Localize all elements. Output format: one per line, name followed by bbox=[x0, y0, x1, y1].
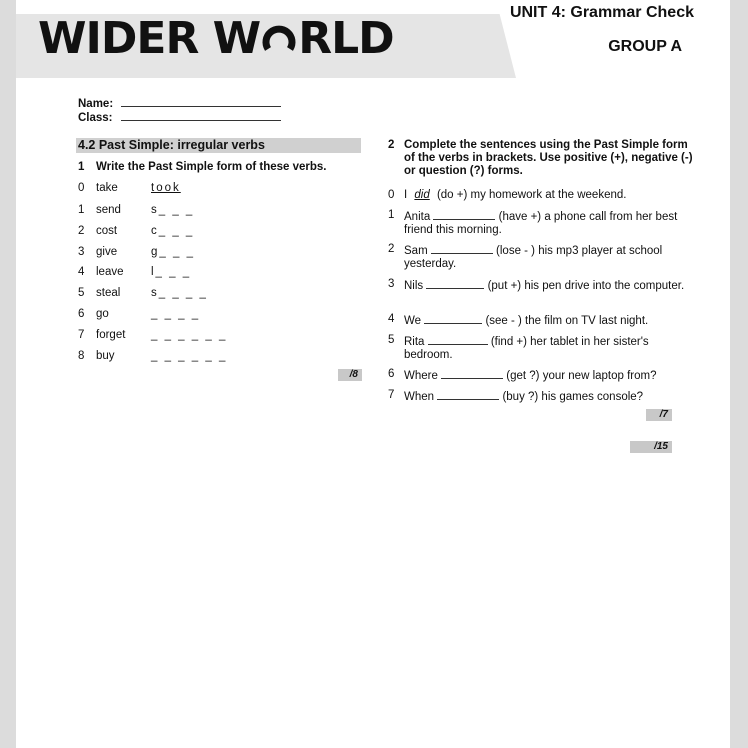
total-score: /15 bbox=[630, 441, 672, 453]
wider-world-logo: WIDER W RLD bbox=[38, 13, 394, 64]
section-heading: 4.2 Past Simple: irregular verbs bbox=[76, 138, 361, 153]
verb-answer[interactable]: _ _ _ _ _ _ bbox=[151, 350, 228, 362]
exercise1-score: /8 bbox=[338, 369, 362, 381]
example-answer: did bbox=[414, 189, 430, 201]
exercise2-score: /7 bbox=[646, 409, 672, 421]
item-number: 0 bbox=[388, 189, 395, 201]
sentence-rest: (see - ) the film on TV last night. bbox=[482, 315, 649, 327]
group-label: GROUP A bbox=[608, 38, 682, 55]
sentence-item bbox=[388, 278, 688, 293]
logo-o-icon bbox=[260, 22, 298, 60]
verb-answer[interactable]: s_ _ _ bbox=[151, 204, 195, 216]
sentence-rest: (lose - ) his mp3 player at school yesterday. bbox=[404, 245, 663, 270]
answer-blank[interactable] bbox=[428, 334, 488, 345]
sentence-subject: I bbox=[404, 189, 411, 201]
item-number: 0 bbox=[78, 182, 85, 194]
verb-item bbox=[78, 266, 191, 278]
answer-blank[interactable] bbox=[424, 313, 482, 324]
sentence-text bbox=[404, 389, 688, 404]
answer-blank[interactable] bbox=[431, 243, 493, 254]
verb-base-form: go bbox=[96, 308, 109, 320]
sentence-subject: We bbox=[404, 315, 425, 327]
verb-base-form: give bbox=[96, 246, 118, 258]
verb-base-form: buy bbox=[96, 350, 115, 362]
verb-item bbox=[78, 225, 194, 237]
unit-title: UNIT 4: Grammar Check bbox=[509, 4, 694, 21]
item-number: 3 bbox=[78, 246, 85, 258]
item-number: 7 bbox=[78, 329, 85, 341]
sentence-text bbox=[404, 334, 688, 362]
verb-base-form: cost bbox=[96, 225, 118, 237]
verb-item bbox=[78, 287, 208, 299]
verb-item bbox=[78, 329, 227, 341]
sentence-rest: (get ?) your new laptop from? bbox=[503, 370, 657, 382]
item-number: 7 bbox=[388, 389, 395, 401]
name-blank[interactable] bbox=[121, 96, 281, 107]
verb-base-form: send bbox=[96, 204, 121, 216]
item-number: 8 bbox=[78, 350, 85, 362]
sentence-item bbox=[388, 313, 688, 328]
sentence-item bbox=[388, 209, 688, 237]
sentence-text bbox=[404, 243, 688, 271]
verb-answer[interactable]: l_ _ _ bbox=[151, 266, 192, 278]
verb-base-form: forget bbox=[96, 329, 126, 341]
answer-blank[interactable] bbox=[441, 368, 503, 379]
item-number: 5 bbox=[78, 287, 85, 299]
verb-item bbox=[78, 246, 195, 258]
verb-item bbox=[78, 182, 181, 194]
sentence-subject: Where bbox=[404, 370, 442, 382]
item-number: 4 bbox=[388, 313, 395, 325]
sentence-rest: (do +) my homework at the weekend. bbox=[433, 189, 627, 201]
verb-item bbox=[78, 308, 200, 320]
sentence-subject: Sam bbox=[404, 245, 431, 257]
item-number: 4 bbox=[78, 266, 85, 278]
sentence-text bbox=[404, 313, 688, 328]
sentence-subject: Nils bbox=[404, 280, 427, 292]
exercise2-instruction: 2 Complete the sentences using the Past Simple form of the verbs in brackets. Use positive (+), negative (-) or question (?) forms. bbox=[388, 139, 693, 177]
verb-answer: took bbox=[151, 182, 181, 194]
sentence-rest: (put +) his pen drive into the computer. bbox=[484, 280, 685, 292]
worksheet-page bbox=[16, 0, 730, 748]
verb-answer[interactable]: _ _ _ _ bbox=[151, 308, 201, 320]
sentence-subject: When bbox=[404, 391, 438, 403]
verb-answer[interactable]: s_ _ _ _ bbox=[151, 287, 208, 299]
item-number: 6 bbox=[78, 308, 85, 320]
sentence-text bbox=[404, 189, 688, 202]
item-number: 1 bbox=[388, 209, 395, 221]
verb-base-form: leave bbox=[96, 266, 124, 278]
sentence-item bbox=[388, 334, 688, 362]
verb-answer[interactable]: _ _ _ _ _ _ bbox=[151, 329, 228, 341]
sentence-subject: Rita bbox=[404, 336, 428, 348]
sentence-item bbox=[388, 368, 688, 383]
verb-base-form: take bbox=[96, 182, 118, 194]
item-number: 1 bbox=[78, 204, 85, 216]
sentence-rest: (have +) a phone call from her best friend this morning. bbox=[404, 211, 678, 236]
class-field: Class: bbox=[78, 110, 281, 124]
item-number: 2 bbox=[388, 243, 395, 255]
sentence-text bbox=[404, 209, 688, 237]
sentence-rest: (buy ?) his games console? bbox=[499, 391, 644, 403]
item-number: 6 bbox=[388, 368, 395, 380]
sentence-item bbox=[388, 389, 688, 404]
item-number: 5 bbox=[388, 334, 395, 346]
item-number: 2 bbox=[78, 225, 85, 237]
exercise1-instruction: 1 Write the Past Simple form of these verbs. bbox=[78, 161, 327, 173]
sentence-subject: Anita bbox=[404, 211, 434, 223]
answer-blank[interactable] bbox=[426, 278, 484, 289]
sentence-item bbox=[388, 243, 688, 271]
sentence-item bbox=[388, 189, 688, 202]
verb-base-form: steal bbox=[96, 287, 121, 299]
sentence-text bbox=[404, 278, 688, 293]
verb-answer[interactable]: g_ _ _ bbox=[151, 246, 195, 258]
verb-answer[interactable]: c_ _ _ bbox=[151, 225, 195, 237]
sentence-rest: (find +) her tablet in her sister's bedroom. bbox=[404, 336, 649, 361]
sentence-text bbox=[404, 368, 688, 383]
answer-blank[interactable] bbox=[437, 389, 499, 400]
verb-item bbox=[78, 350, 227, 362]
item-number: 3 bbox=[388, 278, 395, 290]
class-blank[interactable] bbox=[121, 110, 281, 121]
verb-item bbox=[78, 204, 194, 216]
name-field: Name: bbox=[78, 96, 281, 110]
answer-blank[interactable] bbox=[433, 209, 495, 220]
